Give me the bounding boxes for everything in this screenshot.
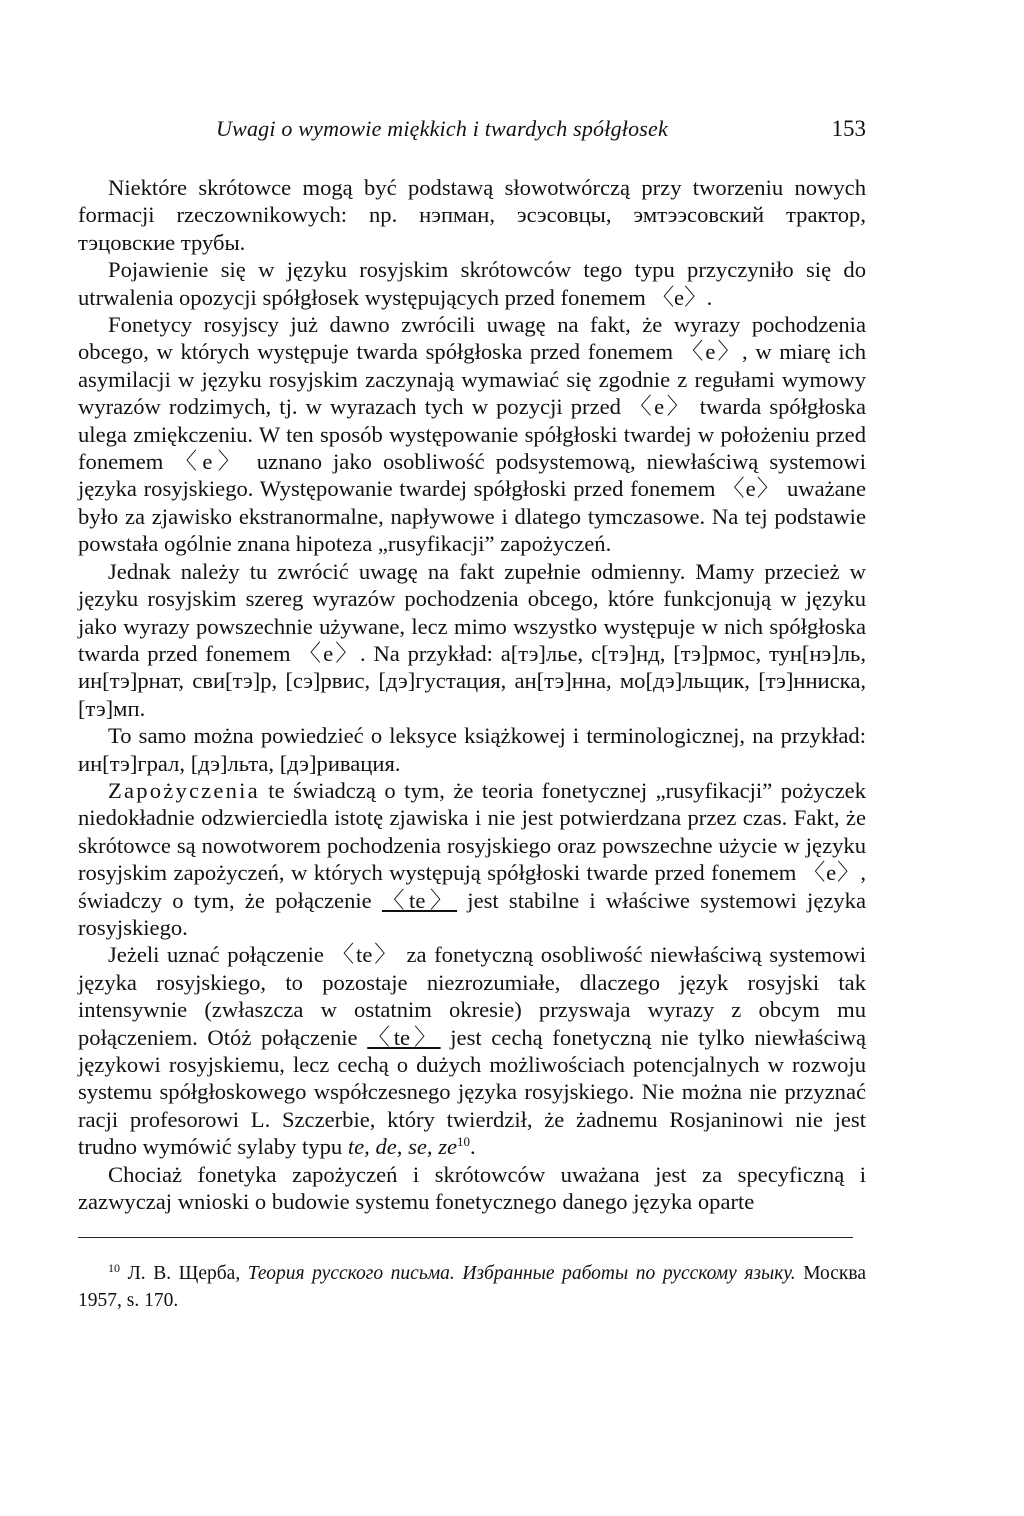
paragraph-text: Fonetycy rosyjscy już dawno zwrócili uwagę na fakt, że wyrazy pochodzenia obcego, w których występuje twarda spółgłoska przed fonemem 〈e〉, w miarę ich asymilacji w języku rosyjskim zaczynają wymawiać się zgodnie z regułami wymowy wyrazów rodzimych, tj. w wyrazach tych w pozycji przed 〈e〉 twarda spółgłoska ulega zmiękczeniu. W ten sposób występowanie spółgłoski twardej w położeniu przed fonemem 〈e〉 uznano jako osobliwość podsystemową, niewłaściwą systemowi języka rosyjskiego. Występowanie twardej spółgłoski przed fonemem 〈e〉 uważane było za zjawisko ekstranormalne, napływowe i dlatego tymczasowe. Na tej podstawie powstała ogólnie znana hipoteza „rusyfikacji” zapożyczeń. (78, 312, 866, 557)
paragraph-5 (78, 722, 866, 777)
footnote-10 (78, 1260, 866, 1314)
paragraph-text: Pojawienie się w języku rosyjskim skrótowców tego typu przyczyniło się do utrwalenia opozycji spółgłosek występujących przed fonemem 〈e〉. (78, 257, 866, 310)
footnote-reference[interactable]: 10 (457, 1134, 471, 1150)
footnote-title: Теория русского письма. Избранные работы по русскому языку. (247, 1263, 796, 1285)
italic-syllables: te, de, se, ze (347, 1134, 458, 1160)
paragraph-text: Chociaż fonetyka zapożyczeń i skrótowców uważana jest za specyficzną i zazwyczaj wnioski o budowie systemu fonetycznego danego języka oparte (78, 1161, 866, 1215)
paragraph-2 (78, 256, 866, 311)
footnote-author: Л. В. Щерба, (127, 1263, 241, 1285)
underlined-term: 〈te〉 (381, 887, 458, 913)
paragraph-7 (78, 941, 866, 1160)
paragraph-text: te świadczą o tym, że teoria fonetycznej „rusyfikacji” pożyczek niedokładnie odzwierciedla istotę zjawiska i nie jest potwierdzana przez czas. Fakt, że skrótowce są nowotworem pochodzenia rosyjskiego oraz powszechne użycie w języku rosyjskim zapożyczeń, w których występują spółgłoski twarde przed fonemem 〈e〉, świadczy o tym, że połączenie (78, 777, 866, 913)
page-number: 153 (831, 116, 866, 141)
page-header (78, 108, 866, 152)
paragraph-text-final: . (470, 1134, 476, 1160)
paragraph-3 (78, 311, 866, 558)
underlined-term: 〈te〉 (367, 1024, 441, 1050)
footnote-number: 10 (108, 1261, 120, 1276)
paragraph-4 (78, 558, 866, 722)
paragraph-text-end: jest cechą fonetyczną nie tylko niewłaściwą językowi rosyjskiemu, lecz cechą o dużych możliwościach potencjalnych w rozwoju systemu spółgłoskowego współczesnego języka rosyjskiego. Nie można nie przyznać racji profesorowi L. Szczerbie, który twierdził, że żadnemu Rosjaninowi nie jest trudno wymówić sylaby typu (78, 1024, 866, 1160)
paragraph-8 (78, 1161, 866, 1216)
running-title: Uwagi o wymowie miękkich i twardych spółgłosek (216, 116, 668, 141)
footnote-divider (78, 1237, 853, 1238)
paragraph-1 (78, 174, 866, 256)
paragraph-text: Niektóre skrótowce mogą być podstawą słowotwórczą przy tworzeniu nowych formacji rzeczownikowych: np. нэпман, эсэсовцы, эмтээсовский трактор, тэцовские трубы. (78, 175, 866, 255)
paragraph-text: Jeżeli uznać połączenie 〈te〉 za fonetyczną osobliwość niewłaściwą systemowi języka rosyjskiego, to pozostaje niezrozumiałe, dlaczego język rosyjski tak intensywnie (zwłaszcza w ostatnim okresie) przyswaja wyrazy z obcym mu połączeniem. Otóż połączenie (78, 942, 866, 1050)
page (78, 108, 866, 1314)
footnote-rest: Москва 1957, s. 170. (78, 1263, 867, 1312)
paragraph-text: Jednak należy tu zwrócić uwagę na fakt zupełnie odmienny. Mamy przecież w języku rosyjskim szereg wyrazów pochodzenia obcego, które funkcjonują w języku jako wyrazy powszechnie używane, lecz mimo wszystko występuje w nich spółgłoska twarda przed fonemem 〈e〉. Na przykład: а[тэ]лье, с[тэ]нд, [тэ]рмос, тун[нэ]ль, ин[тэ]рнат, сви[тэ]р, [сэ]рвис, [дэ]густация, ан[тэ]нна, мо[дэ]льщик, [тэ]нниска, [тэ]мп. (78, 558, 866, 721)
body-text (78, 174, 866, 1215)
paragraph-6 (78, 777, 866, 941)
paragraph-text-end: jest stabilne i właściwe systemowi języka rosyjskiego. (78, 887, 866, 940)
spaced-word: Zapożyczenia (108, 777, 260, 803)
paragraph-text: To samo można powiedzieć o leksyce książkowej i terminologicznej, na przykład: ин[тэ]грал, [дэ]льта, [дэ]ривация. (78, 723, 866, 776)
footnotes (78, 1260, 866, 1314)
